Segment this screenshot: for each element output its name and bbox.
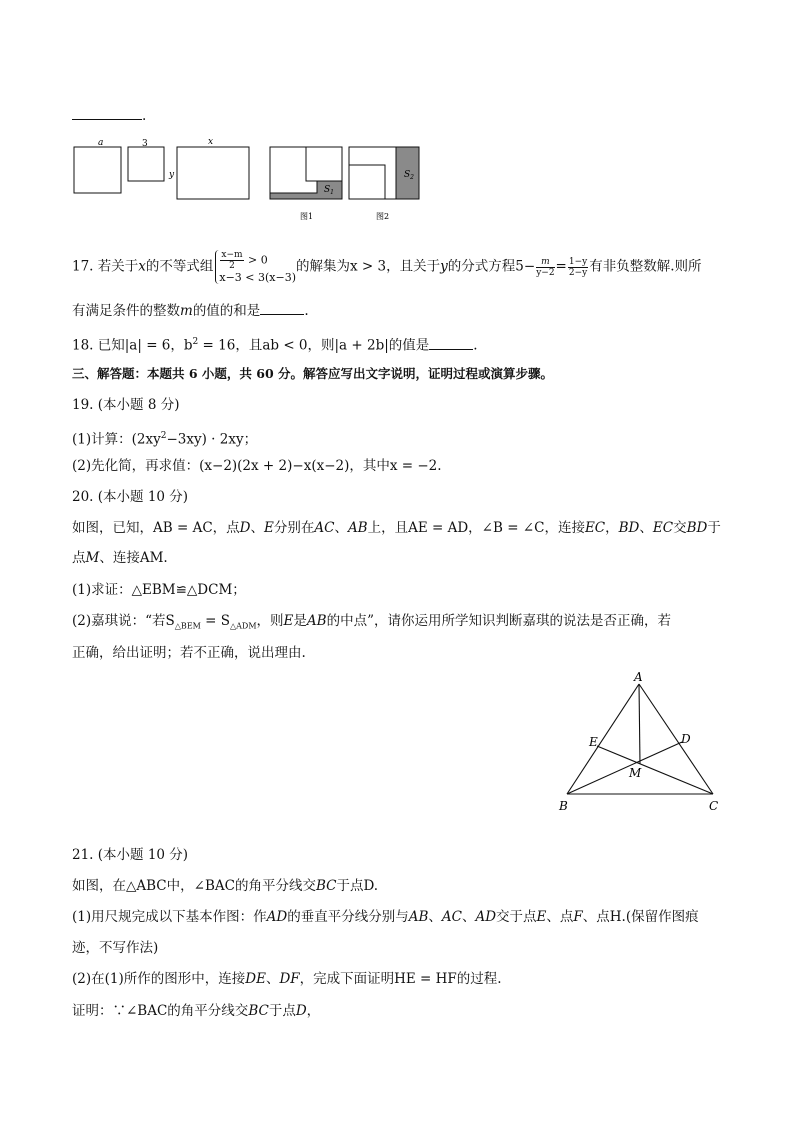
q21-heading: 21. (本小题 10 分) xyxy=(72,847,189,863)
point-E: E xyxy=(589,735,598,749)
fraction-1: $\frac{m}{y-2}$ xyxy=(536,256,555,278)
sys-line2: x−3 < 3(x−3) xyxy=(219,271,297,284)
q17-line-2 xyxy=(72,301,309,321)
q21-part-1: (1)用尺规完成以下基本作图：作AD的垂直平分线分别与AB、AC、AD交于点E、点F、点H.(保留作图痕 xyxy=(72,909,699,925)
square-a xyxy=(74,147,121,193)
segment-AM xyxy=(639,684,640,764)
label-3: 3 xyxy=(142,139,148,149)
var-x: x xyxy=(138,258,146,275)
s1-label: $S_1$ xyxy=(324,185,334,196)
q19-part-1: (1)计算：$(2xy^2-3xy) \cdot 2xy$； xyxy=(72,431,258,448)
answer-blank[interactable] xyxy=(260,302,304,315)
q18-line xyxy=(72,332,478,356)
sys-fraction-num: x−m xyxy=(221,250,243,260)
q19-part-2: (2)先化简，再求值：(x−2)(2x + 2)−x(x−2)，其中x = −2. xyxy=(72,458,442,474)
sys-line1-rest: > 0 xyxy=(248,253,268,267)
q20-heading: 20. (本小题 10 分) xyxy=(72,489,189,505)
q17-text: 的分式方程5− xyxy=(447,258,536,275)
q20-triangle-figure xyxy=(555,668,735,818)
square-3 xyxy=(128,147,164,181)
point-A: A xyxy=(634,670,643,684)
q18-text: . xyxy=(473,337,478,354)
var-y: y xyxy=(440,258,448,275)
q17-text: 17. 若关于 xyxy=(72,258,139,275)
caption-figure-1: 图1 xyxy=(300,212,314,221)
point-B: B xyxy=(559,799,568,813)
equals: = xyxy=(555,258,567,275)
q20-part-2: (2)嘉琪说：“若$S_{\triangle BEM} = S_{\triangle ADM}$，则E是AB的中点”，请你运用所学知识判断嘉琪的说法是否正确，若 xyxy=(72,613,671,631)
figure-1 xyxy=(270,147,342,221)
label-x: x xyxy=(208,137,214,147)
q17-text: 有非负整数解.则所 xyxy=(589,258,702,275)
q17-line-1 xyxy=(72,250,702,284)
q20-part-1: (1)求证：△EBM≌△DCM； xyxy=(72,582,246,598)
var-m: m xyxy=(180,303,193,319)
segment-AC xyxy=(639,684,713,794)
s2-label: $S_2$ xyxy=(404,170,414,181)
sys-fraction-den: 2 xyxy=(229,261,235,271)
q17-text: 有满足条件的整数 xyxy=(72,303,180,319)
q18-text: 18. 已知|a| = 6，b xyxy=(72,337,193,354)
q19-heading: 19. (本小题 8 分) xyxy=(72,397,180,413)
q16-figure xyxy=(70,135,430,225)
figure-2 xyxy=(349,147,419,221)
q20-line-1: 如图，已知，AB = AC，点D、E分别在AC、AB上，且AE = AD，∠B = ∠C，连接EC，BD、EC交BD于 xyxy=(72,520,721,536)
point-D: D xyxy=(681,732,691,746)
q17-text: 的解集为x > 3，且关于 xyxy=(296,258,441,275)
label-y: y xyxy=(169,170,175,180)
segment-EC xyxy=(597,746,713,794)
q21-part-1-line-2: 迹，不写作法) xyxy=(72,940,159,956)
q21-proof: 证明：∵∠BAC的角平分线交BC于点D， xyxy=(72,1003,321,1019)
q21-part-2: (2)在(1)所作的图形中，连接DE、DF，完成下面证明HE = HF的过程. xyxy=(72,971,502,987)
section-3-heading: 三、解答题：本题共 6 小题，共 60 分。解答应写出文字说明，证明过程或演算步骤。 xyxy=(72,366,554,381)
label-a: a xyxy=(98,138,104,148)
q20-part-2-line-2: 正确，给出证明；若不正确，说出理由. xyxy=(72,645,306,661)
point-M: M xyxy=(629,766,642,780)
q21-line-1: 如图，在△ABC中，∠BAC的角平分线交BC于点D. xyxy=(72,878,379,894)
answer-blank[interactable] xyxy=(429,337,473,350)
q17-text: 的值的和是 xyxy=(192,303,261,319)
inequality-system xyxy=(215,250,296,284)
point-C: C xyxy=(709,799,719,813)
q20-line-2: 点M、连接AM. xyxy=(72,550,168,566)
rect-xy xyxy=(177,147,249,199)
q18-text: = 16，且ab < 0，则|a + 2b|的值是 xyxy=(198,337,430,354)
q17-text: 的不等式组 xyxy=(145,258,214,275)
q16-answer-blank: . xyxy=(72,106,146,126)
q17-text: . xyxy=(304,303,309,319)
caption-figure-2: 图2 xyxy=(376,212,390,221)
q18-sup: 2 xyxy=(192,337,199,347)
fraction-2: $\frac{1-y}{2-y}$ xyxy=(568,256,588,278)
